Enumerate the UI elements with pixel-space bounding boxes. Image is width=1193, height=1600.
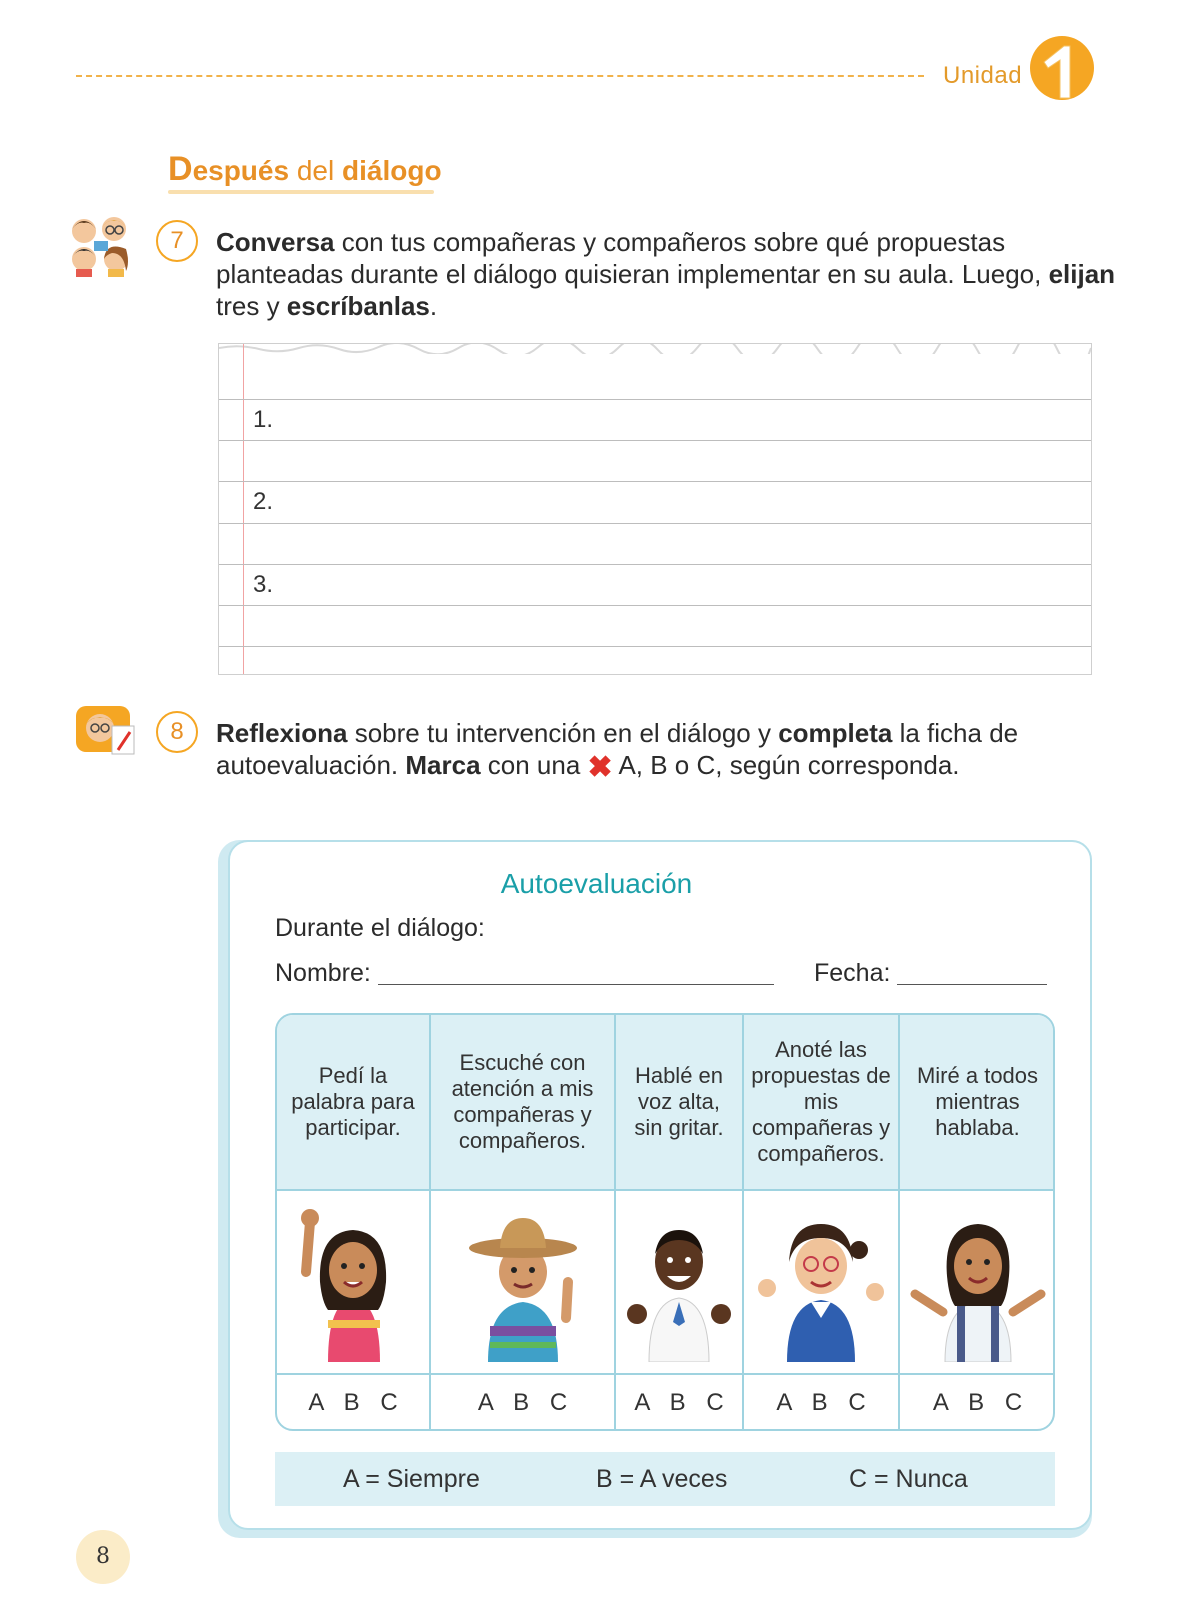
group-work-icon: [66, 213, 134, 281]
legend-c: C = Nunca: [849, 1465, 968, 1493]
torn-edge: [219, 344, 1091, 354]
section-title-underline: [168, 190, 434, 194]
criterion-4: Anoté las propuestas de mis compañeras y compañeros.: [751, 1037, 891, 1166]
unit-label: Unidad: [943, 62, 1023, 89]
criterion-1-options[interactable]: A B C: [308, 1389, 398, 1416]
x-mark-icon: ✖: [587, 751, 613, 784]
legend-a: A = Siempre: [343, 1465, 480, 1493]
answer-line-1-label: 1.: [253, 406, 274, 433]
notebook-line: [219, 564, 1091, 565]
date-field[interactable]: [814, 959, 1047, 988]
notebook-line: [219, 646, 1091, 647]
activity-8-instructions: Reflexiona sobre tu intervención en el diálogo y completa la ficha de autoevaluación. Marca con una ✖ A, B o C, según corresponda.: [216, 718, 1019, 784]
criterion-3-options[interactable]: A B C: [634, 1389, 724, 1416]
boy-with-hat-illustration: [431, 1191, 614, 1373]
unit-number-icon: [1030, 36, 1094, 100]
notebook-line: [219, 605, 1091, 606]
criterion-4-options[interactable]: A B C: [776, 1389, 866, 1416]
activity-7-instructions: Conversa con tus compañeras y compañeros sobre qué propuestas planteadas durante el diálogo quisieran implementar en su aula. Luego, elijan tres y escríbanlas.: [216, 227, 1116, 321]
boy-thumbs-up-illustration: [616, 1191, 742, 1373]
criterion-5: Miré a todos mientras hablaba.: [916, 1063, 1039, 1140]
date-input-line[interactable]: [897, 961, 1047, 985]
name-field[interactable]: [275, 959, 774, 988]
criterion-2-options[interactable]: A B C: [477, 1389, 568, 1416]
evaluation-table: [275, 1013, 1055, 1431]
criterion-3: Hablé en voz alta, sin gritar.: [634, 1063, 724, 1140]
date-label: Fecha:: [814, 959, 891, 987]
page-number: 8: [76, 1530, 130, 1584]
notebook-line: [219, 399, 1091, 400]
girl-with-glasses-illustration: [744, 1191, 898, 1373]
answer-line-2-label: 2.: [253, 488, 274, 515]
criterion-1: Pedí la palabra para participar.: [291, 1063, 415, 1140]
activity-8-number: 8: [156, 711, 198, 753]
criterion-5-options[interactable]: A B C: [932, 1389, 1023, 1416]
self-evaluation-icon: [74, 704, 138, 762]
notebook-margin-line: [243, 344, 244, 674]
notebook-line: [219, 481, 1091, 482]
girl-raising-hand-illustration: [277, 1191, 429, 1373]
notebook-line: [219, 440, 1091, 441]
notebook-line: [219, 523, 1091, 524]
notebook-answer-area[interactable]: [218, 343, 1092, 675]
section-title: Después del diálogo: [168, 150, 442, 188]
answer-line-3-label: 3.: [253, 571, 274, 598]
evaluation-legend: [275, 1452, 1055, 1506]
name-input-line[interactable]: [378, 961, 774, 985]
header-dashed-rule: [76, 75, 924, 77]
name-label: Nombre:: [275, 959, 371, 987]
criterion-2: Escuché con atención a mis compañeras y compañeros.: [451, 1050, 594, 1153]
legend-b: B = A veces: [596, 1465, 728, 1493]
unit-badge: [1030, 36, 1094, 100]
activity-7-number: 7: [156, 220, 198, 262]
girl-open-arms-illustration: [900, 1191, 1055, 1373]
during-label: Durante el diálogo:: [275, 914, 485, 942]
evaluation-title: Autoevaluación: [500, 868, 693, 899]
